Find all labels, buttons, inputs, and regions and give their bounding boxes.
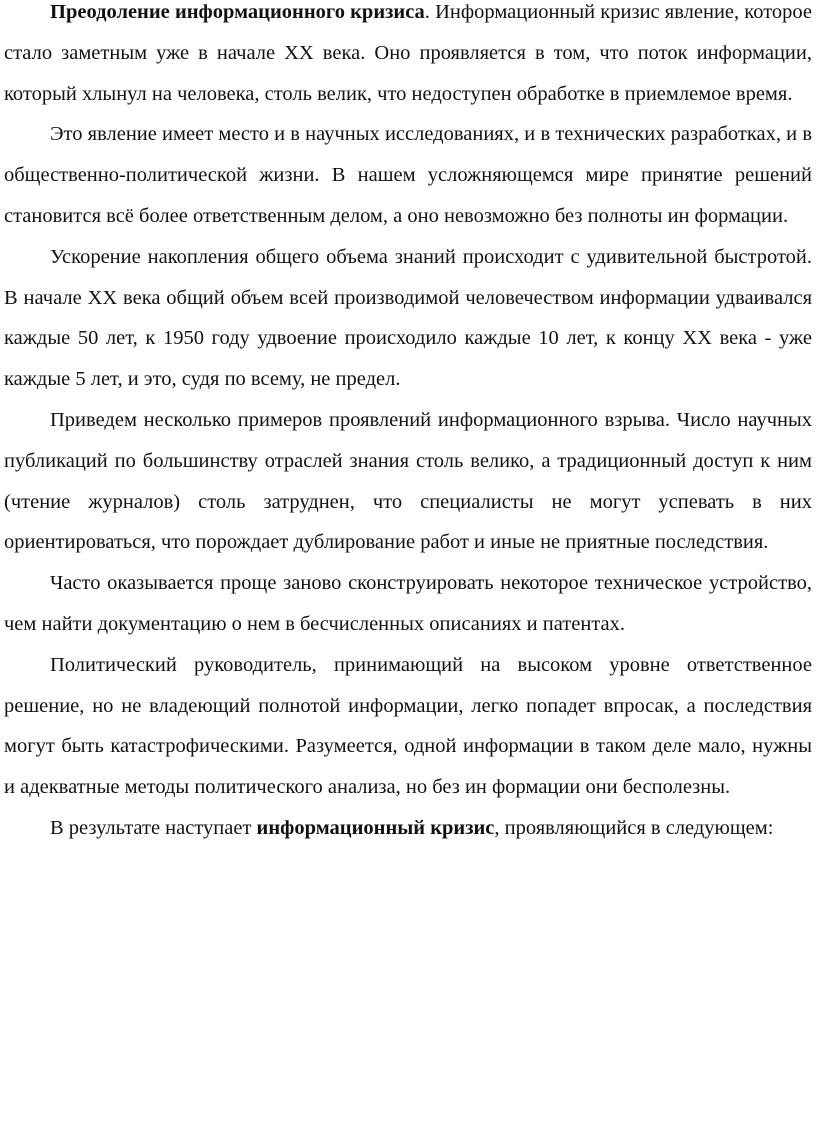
paragraph-6: Политический руководитель, принимающий на высоком уровне ответственное решение, но не владеющий полнотой информации, легко попадет впросак, а последствия могут быть катастрофическими. Разумеется, одной информации в таком деле мало, нужны и адекватные методы политического анализа, но без ин формации они бесполезны.: [4, 653, 812, 799]
paragraph-7: [4, 808, 812, 849]
bold-lead-term: Преодоление информационного кризиса: [50, 1, 425, 23]
paragraph-4: Приведем несколько примеров проявлений информационного взрыва. Число научных публикаций по большинству отраслей знания столь велико, а традиционный доступ к ним (чтение журналов) столь затруднен, что специалисты не могут успевать в них ориентироваться, что порождает дублирование работ и иные не приятные последствия.: [4, 408, 812, 554]
paragraph-1: [4, 0, 812, 114]
bold-term: информационный кризис: [256, 816, 495, 839]
paragraph-7-text-before: В результате наступает: [50, 816, 257, 839]
paragraph-5: Часто оказывается проще заново сконструировать некоторое техническое устройство, чем найти документацию о нем в бесчисленных описаниях и патентах.: [4, 572, 812, 635]
paragraph-7-text-after: , проявляющийся в следующем:: [494, 816, 774, 839]
paragraph-1-text: . Информационный кризис явление, которое стало заметным уже в начале XX века. Оно проявляется в том, что поток информации, который хлынул на человека, столь велик, что недоступен обработке в приемлемое время.: [4, 1, 812, 105]
paragraph-3: Ускорение накопления общего объема знаний происходит с удивительной быстротой. В начале XX века общий объем всей производимой человечеством информации удваивался каждые 50 лет, к 1950 году удвоение происходило каждые 10 лет, к концу XX века - уже каждые 5 лет, и это, судя по всему, не предел.: [4, 245, 812, 391]
paragraph-2: Это явление имеет место и в научных исследованиях, и в технических разработках, и в общественно-политической жизни. В нашем усложняющемся мире принятие решений становится всё более ответственным делом, а оно невозможно без полноты ин формации.: [4, 123, 812, 227]
